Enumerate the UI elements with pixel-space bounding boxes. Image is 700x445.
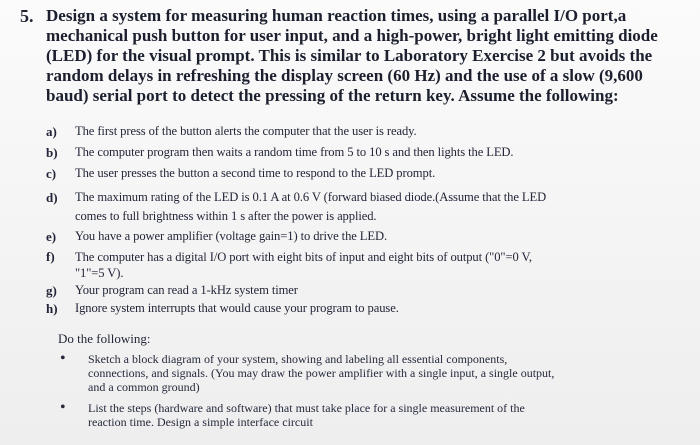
prompt-line: (LED) for the visual prompt. This is similar to Laboratory Exercise 2 but avoids the: [46, 46, 653, 65]
item-text: "1"=5 V).: [75, 266, 124, 280]
bullet-icon: •: [60, 399, 66, 416]
assumption-item: [46, 301, 666, 319]
task-list: [58, 352, 658, 436]
item-text: Ignore system interrupts that would cause your program to pause.: [75, 301, 399, 315]
assumption-list: [46, 124, 666, 319]
bullet-icon: •: [60, 350, 66, 367]
item-letter: d): [46, 190, 58, 205]
item-letter: a): [46, 124, 57, 139]
task-text: reaction time. Design a simple interface circuit: [88, 415, 313, 429]
item-text: The user presses the button a second time to respond to the LED prompt.: [75, 166, 436, 180]
item-letter: c): [46, 166, 57, 181]
item-text: Your program can read a 1-kHz system timer: [75, 283, 298, 297]
prompt-line: random delays in refreshing the display screen (60 Hz) and the use of a slow (9,600: [46, 66, 643, 85]
prompt-line: baud) serial port to detect the pressing of the return key. Assume the following:: [46, 86, 619, 105]
item-letter: g): [46, 283, 57, 298]
item-text: The computer has a digital I/O port with eight bits of input and eight bits of output ("0"=0 V,: [75, 250, 532, 264]
item-text: You have a power amplifier (voltage gain=1) to drive the LED.: [75, 229, 388, 243]
do-following-label: Do the following:: [58, 331, 151, 346]
assumption-item: [46, 124, 666, 145]
item-letter: e): [46, 229, 57, 244]
item-text: The first press of the button alerts the computer that the user is ready.: [75, 124, 417, 138]
task-item: [58, 352, 658, 394]
question-prompt: [46, 6, 666, 106]
task-text: List the steps (hardware and software) that must take place for a single measurement of the: [88, 401, 525, 415]
assumption-item: [46, 145, 666, 166]
task-item: [58, 401, 658, 429]
task-text: and a common ground): [88, 380, 200, 394]
item-text: comes to full brightness within 1 s after the power is applied.: [75, 209, 377, 223]
assumption-item: [46, 188, 666, 229]
prompt-line: mechanical push button for user input, and a high-power, bright light emitting diode: [46, 26, 658, 45]
assumption-item: [46, 283, 666, 301]
item-letter: h): [46, 301, 58, 316]
assumption-item: [46, 229, 666, 249]
assumption-item: [46, 249, 666, 283]
item-letter: f): [46, 249, 55, 264]
assumption-item: [46, 166, 666, 188]
task-text: Sketch a block diagram of your system, showing and labeling all essential components,: [88, 352, 508, 366]
task-text: connections, and signals. (You may draw the power amplifier with a single input, a single output,: [88, 366, 555, 380]
item-text: The computer program then waits a random time from 5 to 10 s and then lights the LED.: [75, 145, 514, 159]
question-number: 5.: [20, 6, 34, 26]
prompt-line: Design a system for measuring human reaction times, using a parallel I/O port,a: [46, 6, 627, 25]
item-text: The maximum rating of the LED is 0.1 A at 0.6 V (forward biased diode.(Assume that the LED: [75, 190, 547, 204]
item-letter: b): [46, 145, 58, 160]
